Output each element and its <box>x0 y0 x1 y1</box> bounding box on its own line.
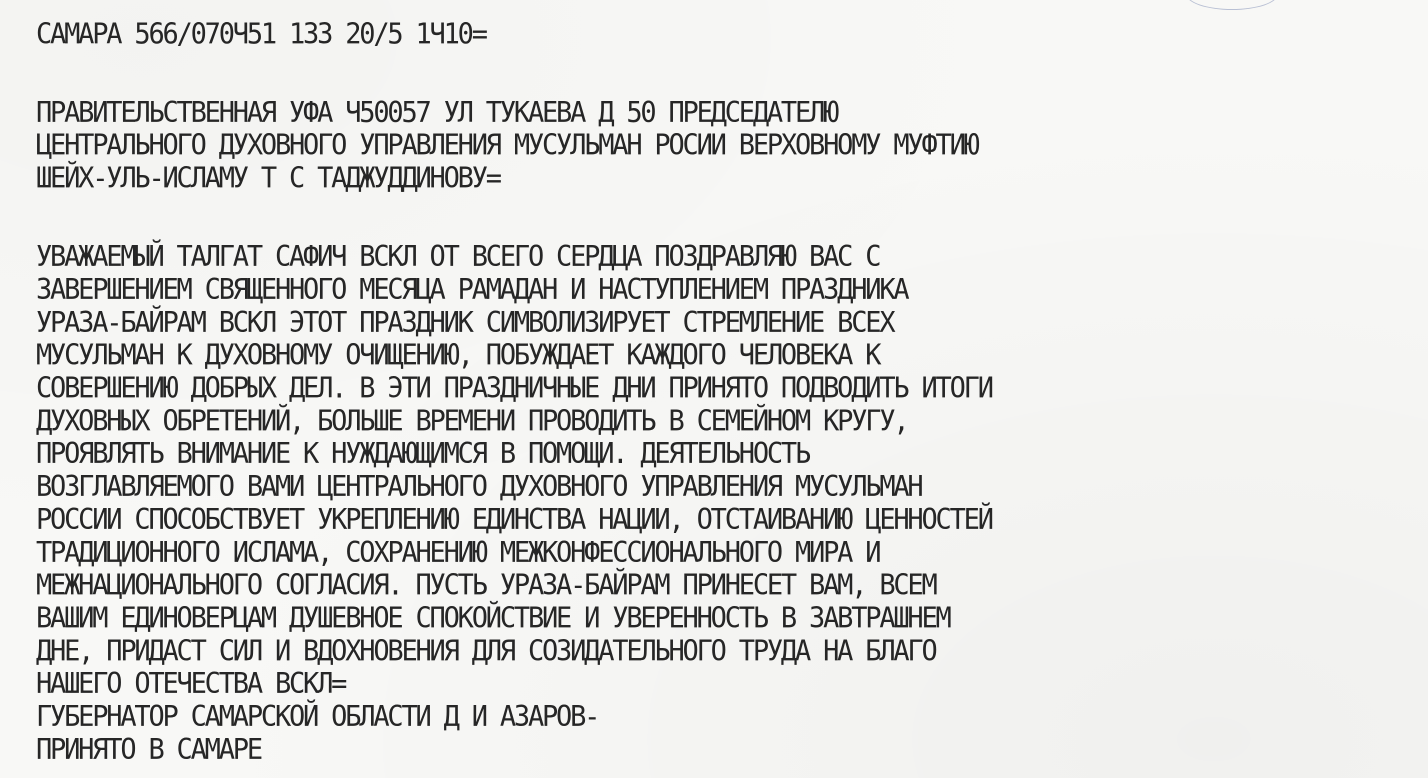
blank-line <box>36 195 1416 241</box>
body-line: ТРАДИЦИОННОГО ИСЛАМА, СОХРАНЕНИЮ МЕЖКОНФЕССИОНАЛЬНОГО МИРА И <box>36 536 880 570</box>
signature-line: ГУБЕРНАТОР САМАРСКОЙ ОБЛАСТИ Д И АЗАРОВ- <box>36 700 599 734</box>
body-line: СОВЕРШЕНИЮ ДОБРЫХ ДЕЛ. В ЭТИ ПРАЗДНИЧНЫЕ ДНИ ПРИНЯТО ПОДВОДИТЬ ИТОГИ <box>36 372 992 405</box>
body-line: УВАЖАЕМЫЙ ТАЛГАТ САФИЧ ВСКЛ ОТ ВСЕГО СЕРДЦА ПОЗДРАВЛЯЮ ВАС С <box>36 240 880 274</box>
body-line: ВОЗГЛАВЛЯЕМОГО ВАМИ ЦЕНТРАЛЬНОГО ДУХОВНОГО УПРАВЛЕНИЯ МУСУЛЬМАН <box>36 470 922 504</box>
body-line: ДНЕ, ПРИДАСТ СИЛ И ВДОХНОВЕНИЯ ДЛЯ СОЗИДАТЕЛЬНОГО ТРУДА НА БЛАГО <box>36 634 936 668</box>
body-line: ЗАВЕРШЕНИЕМ СВЯЩЕННОГО МЕСЯЦА РАМАДАН И НАСТУПЛЕНИЕМ ПРАЗДНИКА <box>36 273 908 307</box>
body-line: РОССИИ СПОСОБСТВУЕТ УКРЕПЛЕНИЮ ЕДИНСТВА НАЦИИ, ОТСТАИВАНИЮ ЦЕННОСТЕЙ <box>36 503 992 537</box>
body-line: ДУХОВНЫХ ОБРЕТЕНИЙ, БОЛЬШЕ ВРЕМЕНИ ПРОВОДИТЬ В СЕМЕЙНОМ КРУГУ, <box>36 404 908 438</box>
body-line: НАШЕГО ОТЕЧЕСТВА ВСКЛ= <box>36 667 346 701</box>
address-line: ЦЕНТРАЛЬНОГО ДУХОВНОГО УПРАВЛЕНИЯ МУСУЛЬМАН РОСИИ ВЕРХОВНОМУ МУФТИЮ <box>36 129 978 163</box>
blank-line <box>36 51 1416 97</box>
body-line: МЕЖНАЦИОНАЛЬНОГО СОГЛАСИЯ. ПУСТЬ УРАЗА-БАЙРАМ ПРИНЕСЕТ ВАМ, ВСЕМ <box>36 569 936 603</box>
telegram-header-line: САМАРА 566/070Ч51 133 20/5 1Ч10= <box>36 18 486 51</box>
address-line: ПРАВИТЕЛЬСТВЕННАЯ УФА Ч50057 УЛ ТУКАЕВА Д 50 ПРЕДСЕДАТЕЛЮ <box>36 96 838 130</box>
body-line: ВАШИМ ЕДИНОВЕРЦАМ ДУШЕВНОЕ СПОКОЙСТВИЕ И УВЕРЕННОСТЬ В ЗАВТРАШНЕМ <box>36 602 950 635</box>
body-line: УРАЗА-БАЙРАМ ВСКЛ ЭТОТ ПРАЗДНИК СИМВОЛИЗИРУЕТ СТРЕМЛЕНИЕ ВСЕХ <box>36 306 894 340</box>
telegram-text <box>36 18 1416 766</box>
address-line: ШЕЙХ-УЛЬ-ИСЛАМУ Т С ТАДЖУДДИНОВУ= <box>36 162 500 196</box>
body-line: МУСУЛЬМАН К ДУХОВНОМУ ОЧИЩЕНИЮ, ПОБУЖДАЕТ КАЖДОГО ЧЕЛОВЕКА К <box>36 339 880 373</box>
received-line: ПРИНЯТО В САМАРЕ <box>36 733 261 767</box>
stamp-fragment <box>1186 0 1278 10</box>
body-line: ПРОЯВЛЯТЬ ВНИМАНИЕ К НУЖДАЮЩИМСЯ В ПОМОЩИ. ДЕЯТЕЛЬНОСТЬ <box>36 437 810 471</box>
